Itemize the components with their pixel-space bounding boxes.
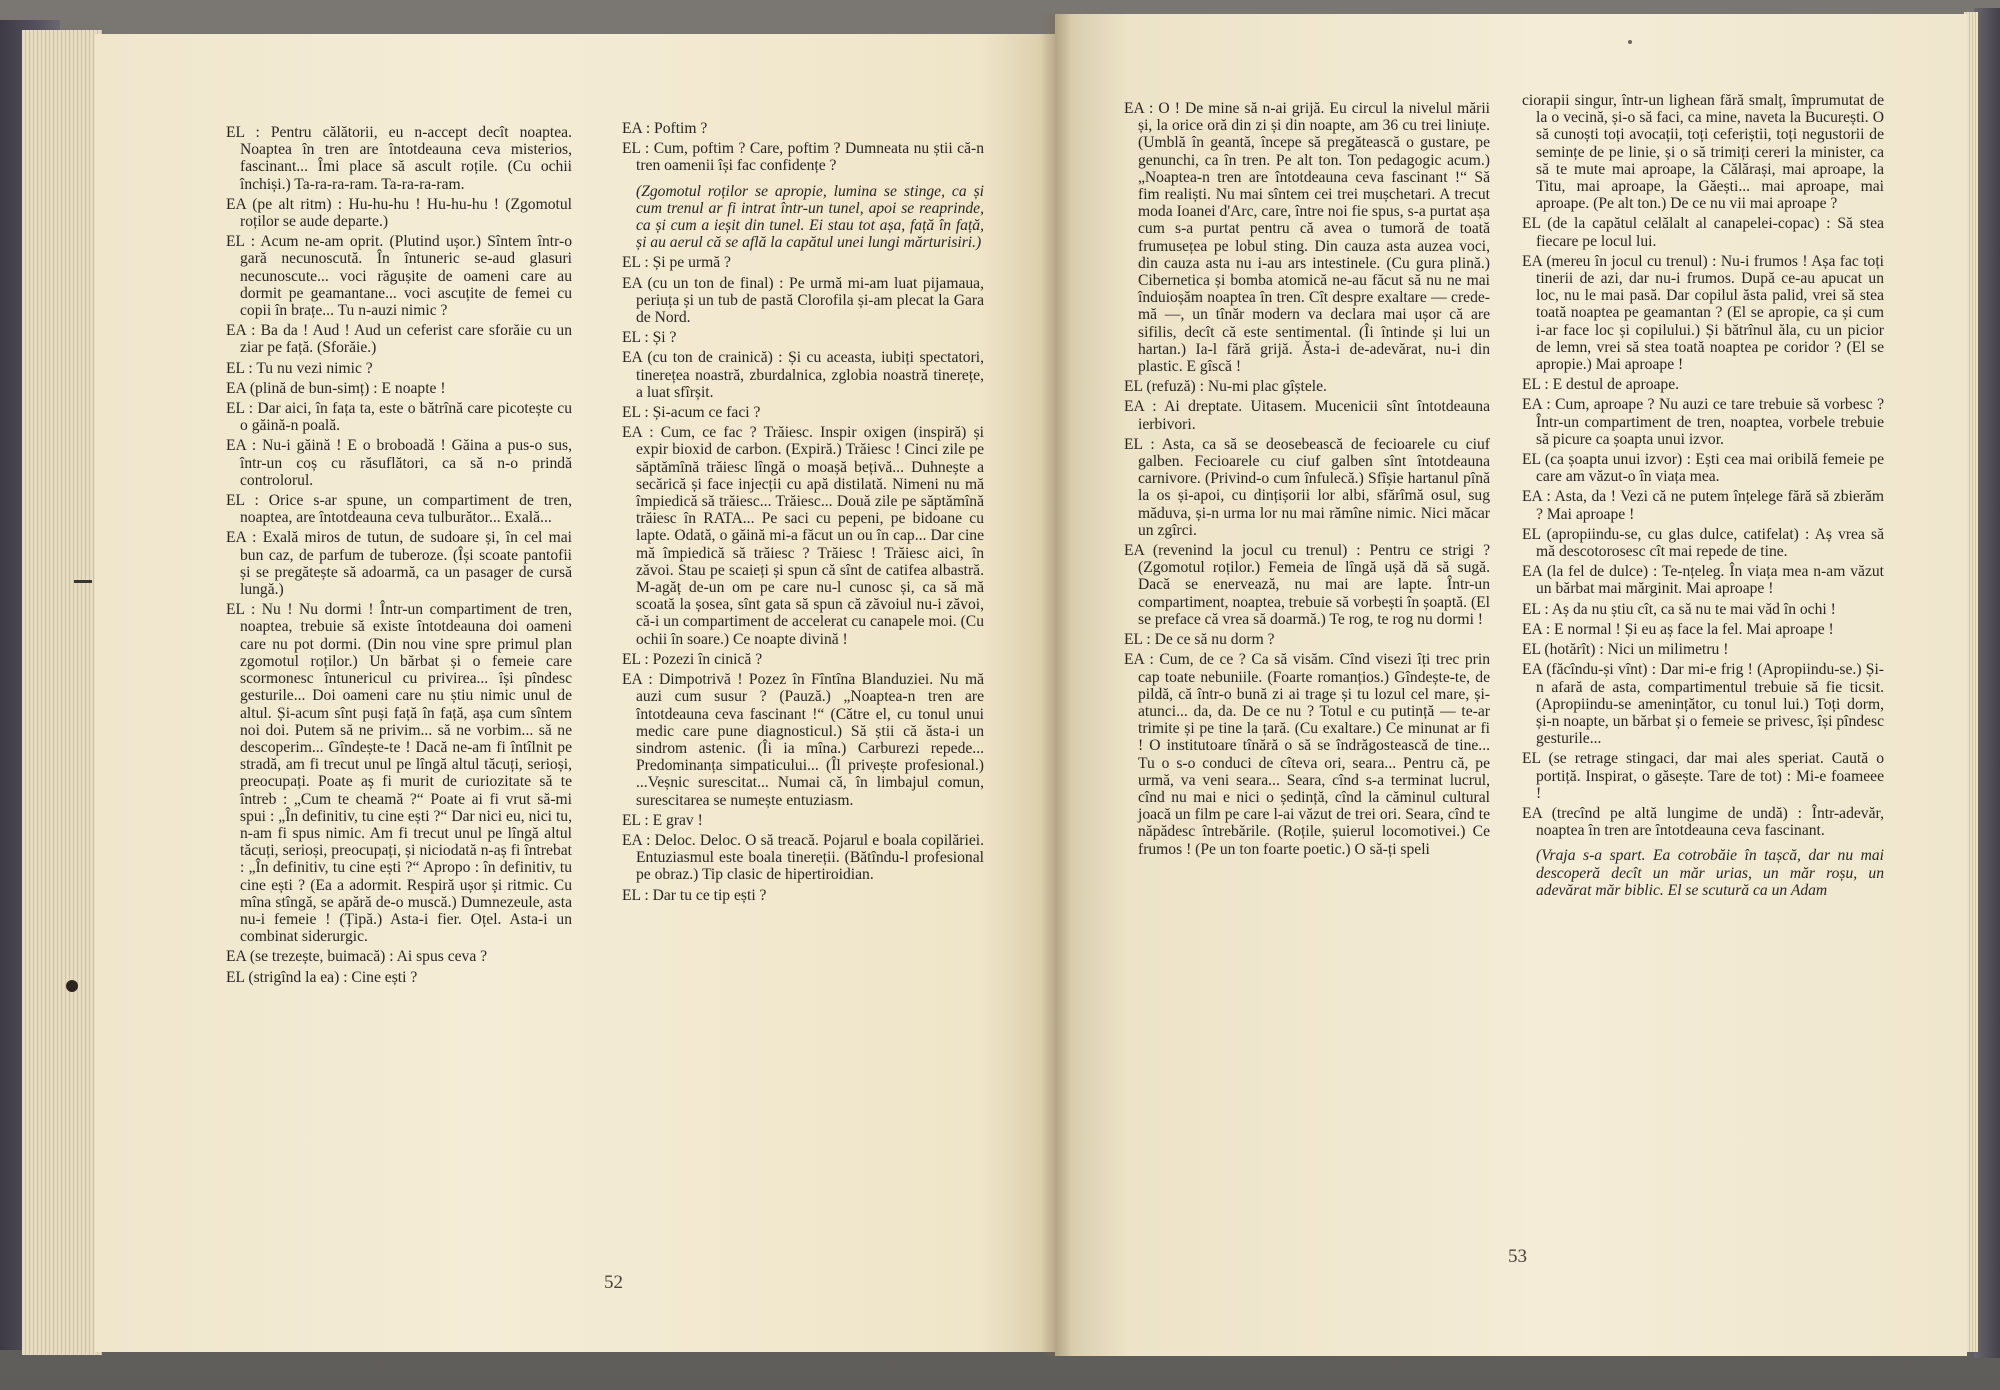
right-page-number: 53: [1508, 1246, 1527, 1267]
dialogue-paragraph: EL : Și ?: [622, 329, 677, 347]
dialogue-paragraph: (Zgomotul roților se apropie, lumina se stinge, ca și cum trenul ar fi intrat într-un tunel, apoi se reaprinde, ca și cum a ieșit din tunel. Ei stau tot așa, față în față, și au aerul că se află la capătul unei lungi mărturisiri.): [636, 182, 984, 252]
dialogue-paragraph: EL : Și-acum ce faci ?: [622, 404, 761, 422]
dialogue-paragraph: EL (se retrage stingaci, dar mai ales speriat. Caută o portiță. Inspirat, o găsește. Tare de tot) : Mi-e foameee !: [1522, 750, 1884, 802]
dialogue-paragraph: EA (se trezește, buimacă) : Ai spus ceva ?: [226, 948, 488, 966]
margin-dash: [74, 580, 92, 583]
dialogue-paragraph: EA : Exală miros de tutun, de sudoare și, în cel mai bun caz, de parfum de tuberoze. (Își scoate pantofii și se pregătește să adoarmă, ca un pasager de cursă lungă.): [226, 529, 572, 599]
dialogue-paragraph: EL : E destul de aproape.: [1522, 376, 1680, 394]
dialogue-paragraph: EA (făcîndu-și vînt) : Dar mi-e frig ! (Apropiindu-se.) Și-n afară de asta, compartimentul trebuie să fie ticsit. (Apropiindu-se amenințător, cu tonul lui.) Toți dorm, și-n noapte, un bărbat și o femeie se privesc, își pîndesc gesturile...: [1522, 661, 1884, 748]
dialogue-paragraph: EA : Nu-i găină ! E o broboadă ! Găina a pus-o sus, într-un coș cu răsuflători, ca să n-o prindă controlorul.: [226, 437, 572, 489]
dialogue-paragraph: EA : O ! De mine să n-ai grijă. Eu circul la nivelul mării și, la orice oră din zi și din noapte, am 36 cu trei liniuțe. (Umblă în geantă, începe să pregătească o gustare, pe genunchi, ca în tren. Pe alt ton. Ton pedagogic acum.) „Noaptea-n tren are întotdeauna ceva fascinant !“ Să fim realiști. Nu mai sîntem cei trei mușchetari. A trecut moda Ioanei d'Arc, care, între noi fie spus, s-a purtat așa cum s-a purtat pentru că avea o tumoră de toată frumusețea pe lobul sting. Din cauza asta auzea voci, din cauza asta nu i-au ars intestinele. (Cu gura plină.) Cibernetica și bomba atomică ne-au făcut să nu ne mai înduioșăm noaptea în tren. Cît despre exaltare — crede-mă —, un tînăr modern va declara mai ușor că are sifilis, decît că este sentimental. (Îi întinde și lui un hartan.) Ia-l fără grijă. Ăsta-i de-adevărat, nu-i din plastic. E gîscă !: [1124, 100, 1490, 376]
margin-dot: [66, 980, 78, 992]
dialogue-paragraph: EA : Cum, de ce ? Ca să visăm. Cînd visezi îți trec prin cap toate nebuniile. (Foarte romanțios.) Gîndește-te, de pildă, că într-o bună zi ai trage și tu lozul cel mare, și-atunci... da, da. De ce nu ? Totul e cu putință — te-ar trimite și pe tine la țară. (Cu exaltare.) Ce minunat ar fi ! O institutoare tînără o să se îndrăgostească de tine... Tu o s-o conduci de cîteva ori, seara... Pentru că, pe urmă, va veni seara... Seara, cînd s-a terminat lucrul, cînd nu mai e nici o ședință, cînd la căminul cultural joacă un film pe care l-ai văzut de trei ori. Seara, cînd te năpădesc întrebările. (Roțile, șuierul locomotivei.) Ce frumos ! (Pe un ton foarte poetic.) O să-ți speli: [1124, 651, 1490, 858]
dialogue-paragraph: EA : Asta, da ! Vezi că ne putem înțelege fără să zbierăm ? Mai aproape !: [1522, 488, 1884, 523]
dialogue-paragraph: EA : Cum, ce fac ? Trăiesc. Inspir oxigen (inspiră) și expir bioxid de carbon. (Expiră.) Trăiesc ! Cinci zile pe săptămînă trăiesc lîngă o moașă bețivă... Duhnește a secărică și face injecții cu apă distilată. Nimeni nu mă împiedică să trăiesc... Trăiesc... Două zile pe săptămînă trăiesc în RATA... Pe saci cu pepeni, pe bidoane cu lapte. Odată, o găină mi-a făcut un ou în cap... Dar cine mă împiedică să trăiesc ? Trăiesc ! Trăiesc aici, în zăvoi. Stau pe scaieți și spun că sînt de catifea albastră. M-agăț de-un om pe care nu-l cunosc și, ca să mă scoată la șosea, sînt gata să spun că zăvoiul nu-i zăvoi, că-i un compartiment de accelerat cu canapele moi. (Cu ochii în soare.) Ce noapte divină !: [622, 424, 984, 648]
dialogue-paragraph: EA : Deloc. Deloc. O să treacă. Pojarul e boala copilăriei. Entuziasmul este boala tinereții. (Bătîndu-l profesional pe obraz.) Tip clasic de hipertiroidian.: [622, 831, 984, 884]
left-page-column-2: [622, 120, 984, 907]
book-gutter: [1040, 14, 1072, 1356]
dialogue-paragraph: EL : E grav !: [622, 811, 703, 829]
dialogue-paragraph: EL : Și pe urmă ?: [622, 254, 731, 272]
dialogue-paragraph: EL (apropiindu-se, cu glas dulce, catifelat) : Aș vrea să mă descotorosesc cît mai repede de tine.: [1522, 525, 1884, 561]
dialogue-paragraph: EA : Ba da ! Aud ! Aud un ceferist care sforăie cu un ziar pe față. (Sforăie.): [226, 322, 572, 357]
dialogue-paragraph: EL (refuză) : Nu-mi plac gîștele.: [1124, 378, 1327, 396]
dialogue-paragraph: EL : Pentru călătorii, eu n-accept decît noaptea. Noaptea în tren are întotdeauna ceva misterios, fascinant... Îmi place să ascult roțile. (Cu ochii închiși.) Ta-ra-ra-ram. Ta-ra-ra-ram.: [226, 124, 572, 193]
dialogue-paragraph: EA : Poftim ?: [622, 120, 708, 137]
right-page-column-1: [1124, 100, 1490, 861]
dialogue-paragraph: EL (hotărît) : Nici un milimetru !: [1522, 641, 1729, 659]
dialogue-paragraph: EA (cu ton de crainică) : Și cu aceasta, iubiți spectatori, tinerețea noastră, zburdalnica, zglobia noastră tinerețe, a luat sfîrșit.: [622, 349, 984, 401]
dialogue-paragraph: EL : Acum ne-am oprit. (Plutind ușor.) Sîntem într-o gară necunoscută. În întuneric se-aud glasuri necunoscute... voci răgușite de oameni care au dormit pe geamantane... voci ascuțite de femei cu copii în brațe... Tu n-auzi nimic ?: [226, 233, 572, 320]
left-page-number: 52: [604, 1272, 623, 1293]
dialogue-paragraph: EA (plină de bun-simț) : E noapte !: [226, 379, 446, 397]
dialogue-paragraph: ciorapii singur, într-un lighean fără smalț, împrumutat de la o vecină, și-o să faci, ca mine, naveta la București. O să cunoști toți avocații, toți ceferiștii, toți negustorii de semințe de pe linie, și o să trimiți cereri la minister, ca să te mute mai aproape, la Călărași, mai aproape, la Titu, mai aproape, la Găești... mai aproape, mai aproape. (Pe alt ton.) De ce nu vii mai aproape ?: [1522, 92, 1884, 213]
dialogue-paragraph: EL : Cum, poftim ? Care, poftim ? Dumneata nu știi că-n tren oamenii își fac confidențe ?: [622, 140, 984, 175]
dialogue-paragraph: EL : Orice s-ar spune, un compartiment de tren, noaptea, are întotdeauna ceva tulburător... Exală...: [226, 492, 572, 527]
dialogue-paragraph: EL : Pozezi în cinică ?: [622, 650, 763, 668]
dialogue-paragraph: EA (la fel de dulce) : Te-nțeleg. În viața mea n-am văzut un bărbat mai mărginit. Mai aproape !: [1522, 563, 1884, 598]
dialogue-paragraph: EL : Nu ! Nu dormi ! Într-un compartiment de tren, noaptea, trebuie să existe întotdeauna doi oameni care nu pot dormi. (Din nou vine spre primul plan zgomotul roților.) Un bărbat și o femeie care scormonesc întunericul cu privirea... își pîndesc gesturile... Doi oameni care nu știu nimic unul de altul. Și-acum sînt puși față în față, așa cum sîntem noi doi. Putem să ne privim... să ne vorbim... să ne descoperim... Gîndește-te ! Dacă ne-am fi întîlnit pe stradă, am fi trecut unul pe lîngă altul tăcuți, serioși, preocupați. Poate aș fi murit de curiozitate să te întreb : „Cum te cheamă ?“ Poate ai fi vrut să-mi spui : „În definitiv, tu cine ești ?“ Dar nici eu, nici tu, n-am fi spus nimic. Am fi trecut unul pe lîngă altul tăcuți, serioși, preocupați, și niciodată n-aș fi întrebat : „În definitiv, tu cine ești ?“ Apropo : în definitiv, tu cine ești ? (Ea a adormit. Respiră ușor și ritmic. Cu mîna stîngă, se apără de-o muscă.) Dumnezeule, asta nu-i femeie ! (Țipă.) Asta-i fier. Oțel. Asta-i un combinat siderurgic.: [226, 601, 572, 946]
dialogue-paragraph: EL (de la capătul celălalt al canapelei-copac) : Să stea fiecare pe locul lui.: [1522, 215, 1884, 250]
right-page-column-2: [1522, 92, 1884, 902]
dialogue-paragraph: EA : Ai dreptate. Uitasem. Mucenicii sînt întotdeauna ierbivori.: [1124, 398, 1490, 433]
dialogue-paragraph: EL : Dar tu ce tip ești ?: [622, 886, 767, 904]
dialogue-paragraph: EA (cu un ton de final) : Pe urmă mi-am luat pijamaua, periuța și un tub de pastă Clorofila și-am plecat la Gara de Nord.: [622, 274, 984, 327]
dialogue-paragraph: EA : E normal ! Și eu aș face la fel. Mai aproape !: [1522, 620, 1834, 638]
dialogue-paragraph: EA (trecînd pe altă lungime de undă) : Într-adevăr, noaptea în tren are întotdeauna ceva fascinant.: [1522, 804, 1884, 840]
dialogue-paragraph: EL : Dar aici, în fața ta, este o bătrînă care picotește cu o găină-n poală.: [226, 400, 572, 435]
dialogue-paragraph: EA (mereu în jocul cu trenul) : Nu-i frumos ! Așa fac toți tinerii de azi, dar nu-i frumos. După ce-au apucat un loc, nu le mai pasă. Dar copilul ăsta palid, vrei să stea toată noaptea pe geamantan ? (El se apropie, ca și cum i-ar face loc și copilului.) Și bătrînul ăla, cu un picior de lemn, vrei să stea toată noaptea pe coridor ? (El se apropie.) Mai aproape !: [1522, 252, 1884, 374]
dialogue-paragraph: EA : Cum, aproape ? Nu auzi ce tare trebuie să vorbesc ? Într-un compartiment de tren, noaptea, vorbele trebuie să picure ca șoapta unui izvor.: [1522, 396, 1884, 448]
dialogue-paragraph: EA (pe alt ritm) : Hu-hu-hu ! Hu-hu-hu ! (Zgomotul roților se aude departe.): [226, 195, 572, 231]
dialogue-paragraph: EL (ca șoapta unui izvor) : Ești cea mai oribilă femeie pe care am văzut-o în viața mea.: [1522, 451, 1884, 486]
dialogue-paragraph: (Vraja s-a spart. Ea cotrobăie în tașcă, dar nu mai descoperă decît un măr urias, un măr roșu, un adevărat măr biblic. El se scutură ca un Adam: [1536, 847, 1884, 899]
dialogue-paragraph: EL : Aș da nu știu cît, ca să nu te mai văd în ochi !: [1522, 600, 1836, 618]
dialogue-paragraph: EL : De ce să nu dorm ?: [1124, 631, 1275, 649]
dialogue-paragraph: EL : Asta, ca să se deosebească de fecioarele cu ciuf galben. Fecioarele cu ciuf galben sînt întotdeauna carnivore. (Privind-o cum înfulecă.) Sfîșie hartanul pînă la os și-apoi, cu dințișorii lor albi, sfărîmă osul, sug măduva, și-n urma lor nu mai rămîne nimic. Nici măcar un zgîrci.: [1124, 435, 1490, 539]
paper-speck: [1628, 40, 1632, 44]
page-edges-left: [22, 30, 102, 1355]
dialogue-paragraph: EA (revenind la jocul cu trenul) : Pentru ce strigi ? (Zgomotul roților.) Femeia de lîngă ușă dă să sugă. Dacă se enervează, nu mai are lapte. Într-un compartiment, noaptea, trebuie să vorbești în șoaptă. (El se preface că vrea să doarmă.) Te rog, te rog nu dormi !: [1124, 542, 1490, 628]
dialogue-paragraph: EL : Tu nu vezi nimic ?: [226, 359, 373, 377]
left-page-column-1: [226, 124, 572, 989]
dialogue-paragraph: EA : Dimpotrivă ! Pozez în Fîntîna Blanduziei. Nu mă auzi cum susur ? (Pauză.) „Noaptea-n tren are întotdeauna ceva fascinant !“ (Către el, cu tonul unui medic care pune diagnosticul.) Să știi că ăsta-i un sindrom astenic. (Îi ia mîna.) Carburezi repede... Predominanța simpaticului... (Îl privește profesional.) ...Veșnic surescitat... Numai că, în limbajul comun, surescitarea se numește entuziasm.: [622, 671, 984, 809]
dialogue-paragraph: EL (strigînd la ea) : Cine ești ?: [226, 968, 418, 986]
